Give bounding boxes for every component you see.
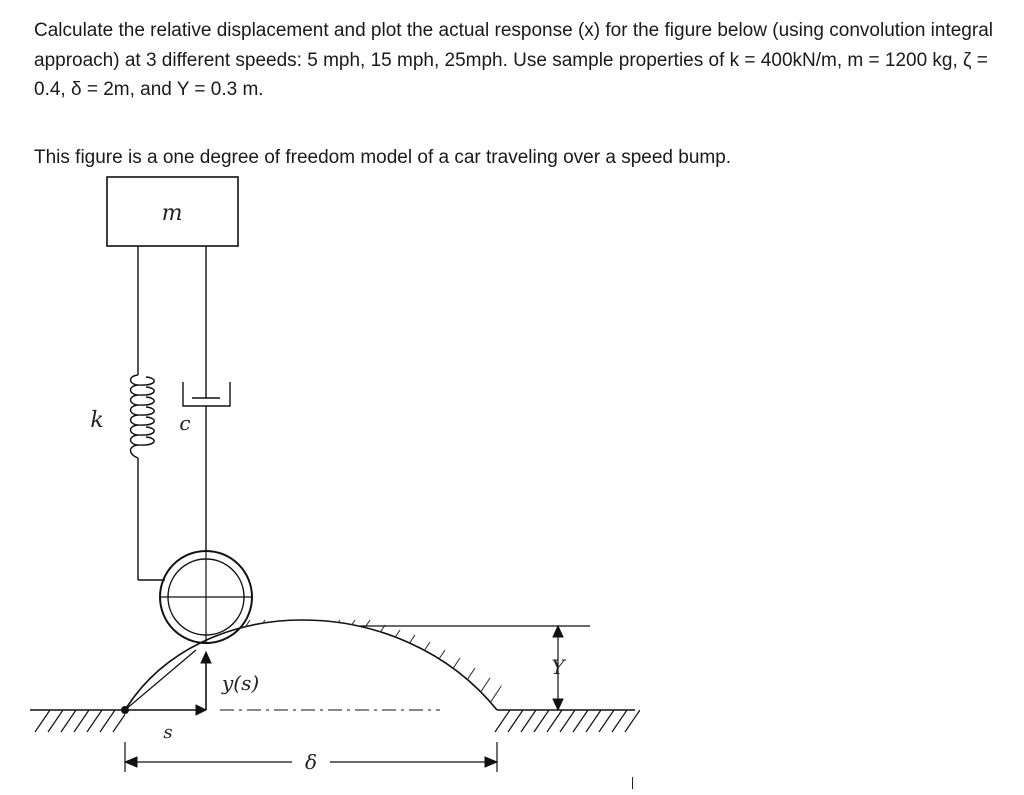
damper: [183, 246, 230, 550]
slope-line: [125, 650, 196, 710]
problem-text: [34, 16, 1014, 105]
y-height-label: Y: [551, 655, 565, 679]
s-label: s: [163, 722, 173, 743]
problem-paragraph: Calculate the relative displacement and plot the actual response (x) for the figure below (using convolution integral approach) at 3 different speeds: 5 mph, 15 mph, 25mph. Use sample properties of k = 400kN/m, m = 1200 kg, ζ = 0.4, δ = 2m, and Y = 0.3 m.: [34, 20, 993, 100]
ys-label: y(s): [222, 671, 260, 695]
caret-mark: [632, 777, 633, 789]
mass-label: m: [161, 201, 183, 226]
figure-svg: [0, 172, 660, 790]
spring-label: k: [90, 408, 104, 433]
bump-profile: [125, 620, 497, 710]
spring: [131, 246, 155, 580]
s-arrow: [125, 705, 206, 715]
ground: [30, 710, 640, 732]
delta-label: δ: [304, 750, 318, 774]
statement-paragraph: This figure is a one degree of freedom model of a car traveling over a speed bump.: [34, 147, 732, 168]
bump-hatching: [230, 620, 502, 715]
damper-label: c: [179, 411, 191, 435]
car-speed-bump-figure: [0, 172, 660, 790]
ys-arrow: [201, 652, 211, 710]
